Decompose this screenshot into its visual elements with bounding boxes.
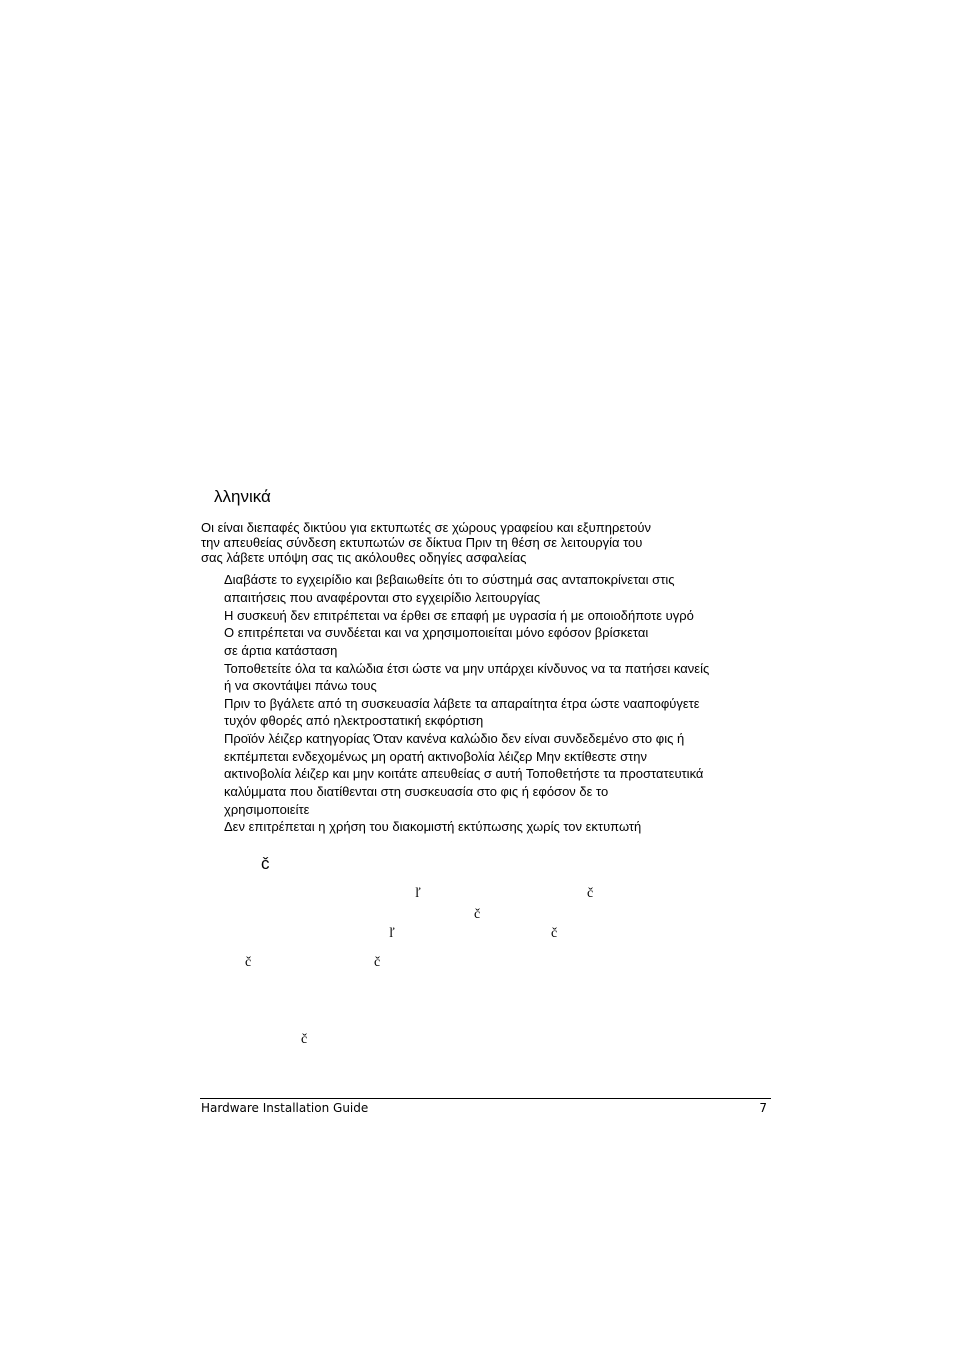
page-number: 7 bbox=[759, 1101, 767, 1115]
text-fragment: č bbox=[374, 955, 381, 970]
intro-line-3: σας λάβετε υπόψη σας τις ακόλουθες οδηγίες ασφαλείας bbox=[201, 550, 527, 565]
bullet-line-9: τυχόν φθορές από ηλεκτροστατική εκφόρτιση bbox=[224, 713, 484, 728]
bullet-line-10: Προϊόν λέιζερ κατηγορίας Όταν κανένα καλώδιο δεν είναι συνδεδεμένο στο φις ή bbox=[224, 731, 685, 746]
bullet-line-13: καλύμματα που διατίθενται στη συσκευασία στο φις ή εφόσον δε το bbox=[224, 784, 609, 799]
footer-divider bbox=[200, 1098, 771, 1099]
bullet-line-12: ακτινοβολία λέιζερ και μην κοιτάτε απευθείας σ αυτή Τοποθετήστε τα προστατευτικά bbox=[224, 766, 704, 781]
text-fragment: ľ bbox=[389, 926, 395, 941]
footer-title: Hardware Installation Guide bbox=[201, 1101, 369, 1115]
bullet-line-14: χρησιμοποιείτε bbox=[224, 802, 310, 817]
bullet-line-6: Τοποθετείτε όλα τα καλώδια έτσι ώστε να μην υπάρχει κίνδυνος να τα πατήσει κανείς bbox=[224, 661, 710, 676]
bullet-line-4: Ο επιτρέπεται να συνδέεται και να χρησιμοποιείται μόνο εφόσον βρίσκεται bbox=[224, 625, 649, 640]
text-fragment: ľ bbox=[415, 886, 421, 901]
bullet-line-7: ή να σκοντάψει πάνω τους bbox=[224, 678, 377, 693]
bullet-line-3: Η συσκευή δεν επιτρέπεται να έρθει σε επαφή με υγρασία ή με οποιοδήποτε υγρό bbox=[224, 608, 694, 623]
bullet-line-11: εκπέμπεται ενδεχομένως μη ορατή ακτινοβολία λέιζερ Μην εκτίθεστε στην bbox=[224, 749, 648, 764]
intro-line-2: την απευθείας σύνδεση εκτυπωτών σε δίκτυα Πριν τη θέση σε λειτουργία του bbox=[201, 535, 643, 550]
intro-line-1: Οι είναι διεπαφές δικτύου για εκτυπωτές σε χώρους γραφείου και εξυπηρετούν bbox=[201, 520, 651, 535]
text-fragment: č bbox=[474, 907, 481, 922]
text-fragment: č bbox=[245, 955, 252, 970]
bullet-line-2: απαιτήσεις που αναφέρονται στο εγχειρίδιο λειτουργίας bbox=[224, 590, 541, 605]
bullet-line-1: Διαβάστε το εγχειρίδιο και βεβαιωθείτε ότι το σύστημά σας ανταποκρίνεται στις bbox=[224, 572, 675, 587]
bullet-line-5: σε άρτια κατάσταση bbox=[224, 643, 338, 658]
section-heading-czech: č bbox=[261, 854, 270, 873]
bullet-line-8: Πριν το βγάλετε από τη συσκευασία λάβετε τα απαραίτητα έτρα ώστε νααποφύγετε bbox=[224, 696, 700, 711]
text-fragment: č bbox=[587, 886, 594, 901]
text-fragment: č bbox=[301, 1032, 308, 1047]
section-heading-greek: λληνικά bbox=[214, 487, 271, 506]
bullet-line-15: Δεν επιτρέπεται η χρήση του διακομιστή εκτύπωσης χωρίς τον εκτυπωτή bbox=[224, 819, 642, 834]
text-fragment: č bbox=[551, 926, 558, 941]
